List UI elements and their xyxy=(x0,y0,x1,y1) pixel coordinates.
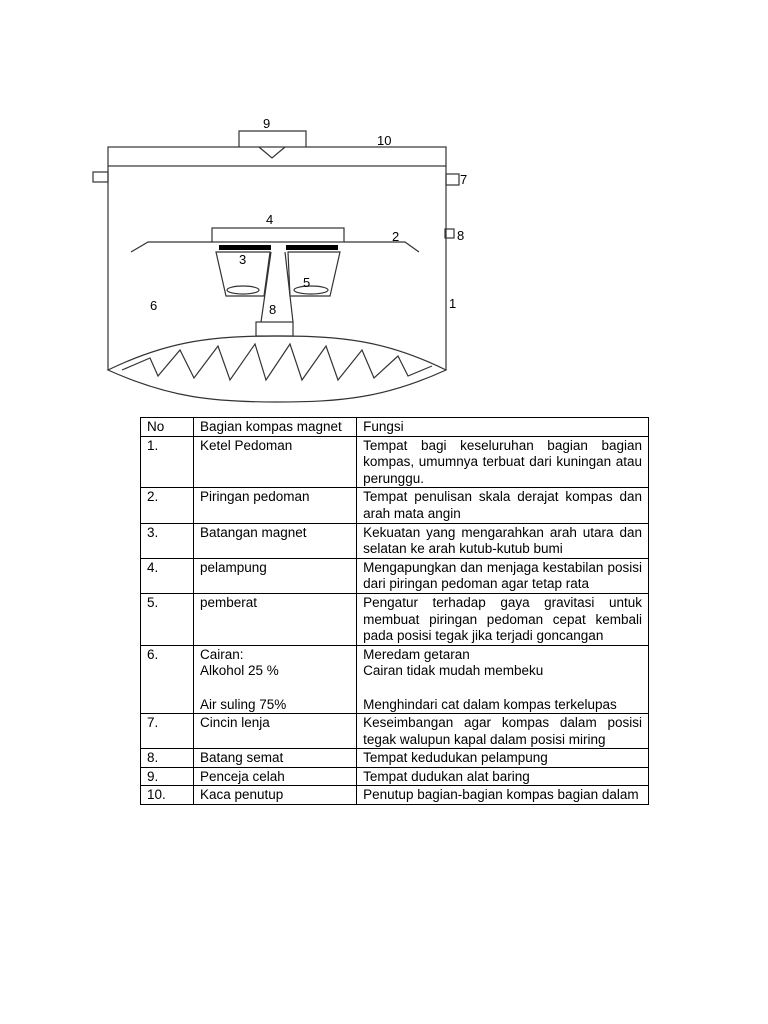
table-row xyxy=(141,436,649,488)
label-10: 10 xyxy=(377,133,392,148)
row-function: Meredam getaran xyxy=(363,646,470,662)
table-row xyxy=(141,523,649,558)
row-part: pelampung xyxy=(193,558,356,593)
label-4: 4 xyxy=(266,212,274,227)
header-part: Bagian kompas magnet xyxy=(193,418,356,437)
row-function-item: Cairan tidak mudah membeku xyxy=(363,663,544,679)
label-1: 1 xyxy=(449,296,457,311)
label-2: 2 xyxy=(392,229,400,244)
sight-vane-shape xyxy=(239,131,306,147)
row-function: Mengapungkan dan menjaga kestabilan posisi dari piringan pedoman agar tetap rata xyxy=(357,558,649,593)
label-6: 6 xyxy=(150,298,158,313)
float-chamber-right xyxy=(288,252,340,296)
gimbal-lug-left xyxy=(93,172,108,182)
row-no: 3. xyxy=(141,523,194,558)
row-part: Batangan magnet xyxy=(193,523,356,558)
label-5: 5 xyxy=(303,275,311,290)
label-8-right: 8 xyxy=(457,228,465,243)
compass-parts-table xyxy=(140,417,649,805)
weight-right xyxy=(294,286,328,294)
row-function-item: Menghindari cat dalam kompas terkelupas xyxy=(363,696,617,712)
row-no: 10. xyxy=(141,786,194,805)
row-no: 1. xyxy=(141,436,194,488)
membrane-zigzag xyxy=(122,344,432,380)
table-header-row xyxy=(141,418,649,437)
compass-card-shape xyxy=(131,242,419,252)
table-row xyxy=(141,749,649,768)
row-function: Tempat penulisan skala derajat kompas dan arah mata angin xyxy=(357,488,649,523)
magnet-right xyxy=(286,245,338,250)
row-function: Tempat kedudukan pelampung xyxy=(357,749,649,768)
membrane-outer xyxy=(108,336,446,402)
row-part: Kaca penutup xyxy=(193,786,356,805)
row-function-list xyxy=(357,645,649,713)
header-function: Fungsi xyxy=(357,418,649,437)
row-part: Ketel Pedoman xyxy=(193,436,356,488)
row-part: Penceja celah xyxy=(193,767,356,786)
row-no: 8. xyxy=(141,749,194,768)
row-no: 6. xyxy=(141,645,194,713)
row-function: Kekuatan yang mengarahkan arah utara dan selatan ke arah kutub-kutub bumi xyxy=(357,523,649,558)
header-no: No xyxy=(141,418,194,437)
compass-diagram xyxy=(0,0,768,410)
gimbal-lug-right xyxy=(446,174,459,185)
table-row xyxy=(141,786,649,805)
bowl-shape xyxy=(108,166,446,370)
row-function: Pengatur terhadap gaya gravitasi untuk membuat piringan pedoman cepat kembali pada posisi tegak jika terjadi goncangan xyxy=(357,593,649,645)
table-row xyxy=(141,593,649,645)
label-3: 3 xyxy=(239,252,247,267)
row-no: 7. xyxy=(141,714,194,749)
row-no: 9. xyxy=(141,767,194,786)
magnet-left xyxy=(219,245,271,250)
row-part-item: Alkohol 25 % xyxy=(199,663,279,679)
label-7: 7 xyxy=(460,172,468,187)
table-row xyxy=(141,767,649,786)
row-function: Keseimbangan agar kompas dalam posisi tegak walupun kapal dalam posisi miring xyxy=(357,714,649,749)
table-row xyxy=(141,645,649,713)
row-function: Tempat bagi keseluruhan bagian bagian kompas, umumnya terbuat dari kuningan atau perunggu. xyxy=(357,436,649,488)
row-part: Cairan: xyxy=(199,646,244,662)
weight-left xyxy=(227,286,259,294)
sight-vane-notch xyxy=(259,147,285,158)
row-function: Penutup bagian-bagian kompas bagian dalam xyxy=(357,786,649,805)
row-no: 2. xyxy=(141,488,194,523)
row-part: Cincin lenja xyxy=(193,714,356,749)
row-part-list xyxy=(193,645,356,713)
label-9: 9 xyxy=(263,116,271,131)
label-8-pin: 8 xyxy=(269,302,277,317)
row-part-item: Air suling 75% xyxy=(199,696,287,712)
row-no: 4. xyxy=(141,558,194,593)
float-shape xyxy=(212,228,344,242)
row-function: Tempat dudukan alat baring xyxy=(357,767,649,786)
row-part: Batang semat xyxy=(193,749,356,768)
table-row xyxy=(141,714,649,749)
glass-cover-shape xyxy=(108,147,446,166)
table-row xyxy=(141,558,649,593)
pin-base-shape xyxy=(256,322,293,336)
row-part: Piringan pedoman xyxy=(193,488,356,523)
row-part: pemberat xyxy=(193,593,356,645)
table-row xyxy=(141,488,649,523)
row-no: 5. xyxy=(141,593,194,645)
